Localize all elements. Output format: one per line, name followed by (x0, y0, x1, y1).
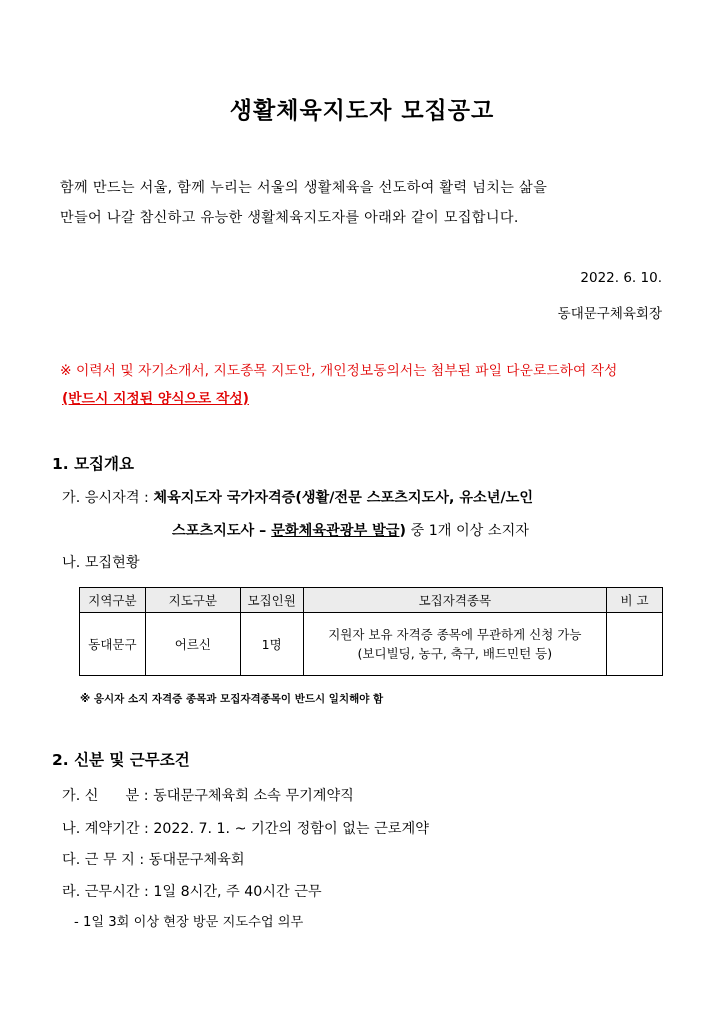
cell-region: 동대문구 (80, 613, 146, 676)
table-header: 모집자격종목 (303, 588, 606, 613)
section-1-heading: 1. 모집개요 (52, 455, 134, 473)
announcement-date: 2022. 6. 10. (580, 270, 662, 286)
organization-name: 동대문구체육회장 (557, 306, 662, 322)
condition-sub-note: - 1일 3회 이상 현장 방문 지도수업 의무 (74, 915, 304, 930)
cell-qualification (303, 613, 606, 676)
table-header: 비 고 (607, 588, 663, 613)
qualification-line-1: 가. 응시자격 : 체육지도자 국가자격증(생활/전문 스포츠지도사, 유소년/노인 (62, 490, 534, 506)
recruitment-table (79, 587, 663, 676)
table-header-row (80, 588, 663, 613)
notice-line-1: ※ 이력서 및 자기소개서, 지도종목 지도안, 개인정보동의서는 첨부된 파일 다운로드하여 작성 (60, 363, 618, 379)
notice-line-2: (반드시 지정된 양식으로 작성) (62, 391, 249, 407)
table-footnote: ※ 응시자 소지 자격증 종목과 모집자격종목이 반드시 일치해야 함 (80, 693, 384, 705)
cell-type: 어르신 (145, 613, 240, 676)
table-header: 지역구분 (80, 588, 146, 613)
condition-work-hours: 라. 근무시간 : 1일 8시간, 주 40시간 근무 (62, 884, 322, 900)
cell-count: 1명 (240, 613, 303, 676)
qualification-line-2: 스포츠지도사 – 문화체육관광부 발급) 중 1개 이상 소지자 (172, 523, 530, 539)
cell-qualification-line-1: 지원자 보유 자격증 종목에 무관하게 신청 가능 (328, 627, 582, 642)
condition-workplace: 다. 근 무 지 : 동대문구체육회 (62, 852, 245, 868)
condition-contract-period: 나. 계약기간 : 2022. 7. 1. ~ 기간의 정함이 없는 근로계약 (62, 821, 429, 837)
table-row (80, 613, 663, 676)
intro-line-2: 만들어 나갈 참신하고 유능한 생활체육지도자를 아래와 같이 모집합니다. (60, 210, 519, 226)
recruitment-status-label: 나. 모집현황 (62, 555, 140, 571)
cell-qualification-line-2: (보디빌딩, 농구, 축구, 배드민턴 등) (357, 646, 553, 661)
table-header: 지도구분 (145, 588, 240, 613)
page-title: 생활체육지도자 모집공고 (229, 98, 495, 124)
cell-note (607, 613, 663, 676)
intro-line-1: 함께 만드는 서울, 함께 누리는 서울의 생활체육을 선도하여 활력 넘치는 삶을 (60, 180, 548, 196)
section-2-heading: 2. 신분 및 근무조건 (52, 751, 190, 769)
table-header: 모집인원 (240, 588, 303, 613)
condition-status: 가. 신 분 : 동대문구체육회 소속 무기계약직 (62, 788, 354, 804)
